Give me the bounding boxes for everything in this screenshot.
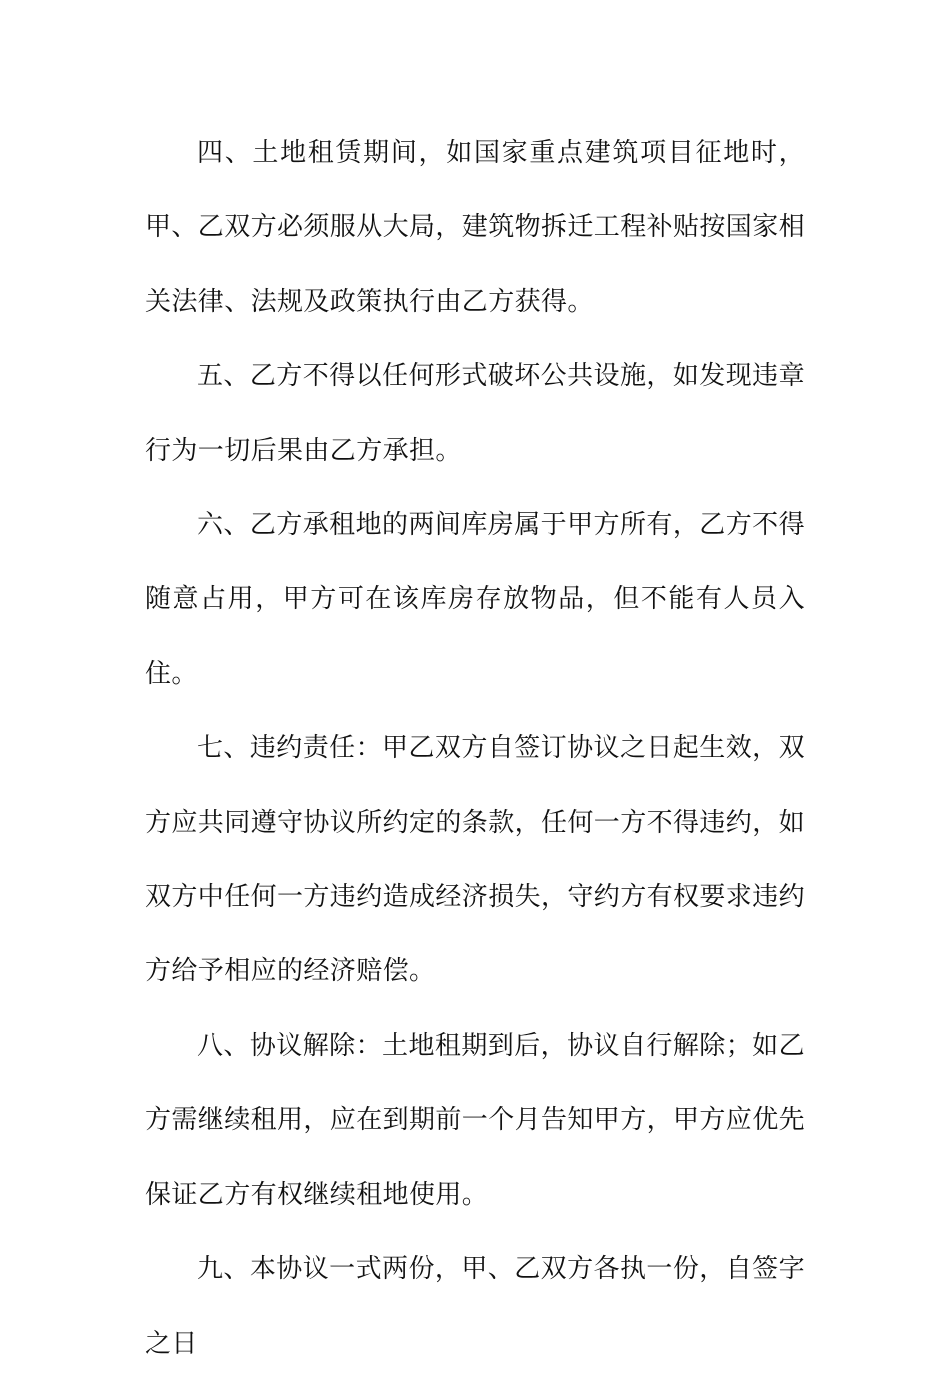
clause-paragraph-7: 七、违约责任：甲乙双方自签订协议之日起生效，双方应共同遵守协议所约定的条款，任何一方不得违约，如双方中任何一方违约造成经济损失，守约方有权要求违约方给予相应的经济赔偿。: [145, 733, 806, 987]
clause-paragraph-9: 九、本协议一式两份，甲、乙双方各执一份，自签字之日: [145, 1254, 805, 1359]
clause-paragraph-5: 五、乙方不得以任何形式破坏公共设施，如发现违章行为一切后果由乙方承担。: [145, 361, 805, 466]
clause-paragraph-4: 四、土地租赁期间，如国家重点建筑项目征地时，甲、乙双方必须服从大局，建筑物拆迁工程补贴按国家相关法律、法规及政策执行由乙方获得。: [145, 138, 806, 317]
clause-paragraph-6: 六、乙方承租地的两间库房属于甲方所有，乙方不得随意占用，甲方可在该库房存放物品，但不能有人员入住。: [145, 510, 805, 689]
document-body: [145, 116, 805, 1381]
clause-paragraph-8: 八、协议解除：土地租期到后，协议自行解除；如乙方需继续租用，应在到期前一个月告知甲方，甲方应优先保证乙方有权继续租地使用。: [145, 1030, 806, 1210]
